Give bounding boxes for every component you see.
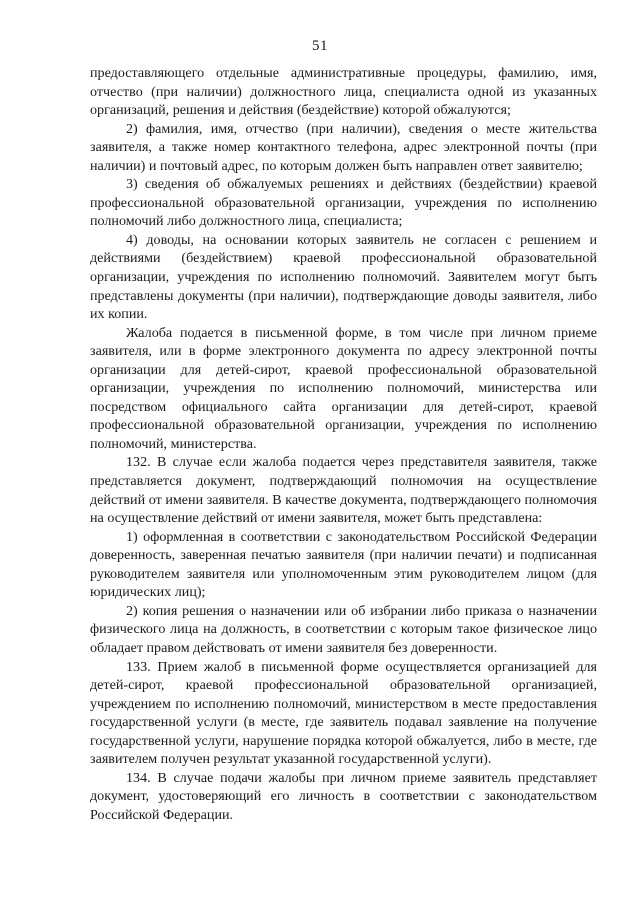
paragraph-item-4: 4) доводы, на основании которых заявитель не согласен с решением и действиями (бездействием) краевой профессиональной образовательной организации, учреждения по исполнению полномочий. Заявителем могут быть представлены документы (при наличии), подтверждающие доводы заявителя, либо их копии. xyxy=(90,231,597,323)
paragraph-132-item-2: 2) копия решения о назначении или об избрании либо приказа о назначении физического лица на должность, в соответствии с которым такое физическое лицо обладает правом действовать от имени заявителя без доверенности. xyxy=(90,602,597,656)
paragraph-complaint-form: Жалоба подается в письменной форме, в том числе при личном приеме заявителя, или в форме электронного документа по адресу электронной почты организации для детей-сирот, краевой профессиональной образовательной организации, учреждения по исполнению полномочий, министерства или посредством официального сайта организации для детей-сирот, краевой профессиональной образовательной организации, учреждения по исполнению полномочий, министерства. xyxy=(90,324,597,452)
paragraph-continuation: предоставляющего отдельные административные процедуры, фамилию, имя, отчество (при наличии) должностного лица, специалиста одной из указанных организаций, решения и действия (бездействие) которой обжалуются; xyxy=(90,65,597,119)
paragraph-132: 132. В случае если жалоба подается через представителя заявителя, также представляется документ, подтверждающий полномочия на осуществление действий от имени заявителя. В качестве документа, подтверждающего полномочия на осуществление действий от имени заявителя, может быть представлена: xyxy=(90,454,597,527)
paragraph-133: 133. Прием жалоб в письменной форме осуществляется организацией для детей-сирот, краевой профессиональной образовательной организацией, учреждением по исполнению полномочий, министерством в месте предоставления государственной услуги (в месте, где заявитель подавал заявление на получение государственной услуги, нарушение порядка которой обжалуется, либо в месте, где заявителем получен результат указанной государственной услуги). xyxy=(90,658,597,768)
page-number: 51 xyxy=(312,38,328,54)
paragraph-132-item-1: 1) оформленная в соответствии с законодательством Российской Федерации доверенность, заверенная печатью заявителя (при наличии печати) и подписанная руководителем заявителя или уполномоченным этим руководителем лицом (для юридических лиц); xyxy=(90,528,597,601)
paragraph-item-2: 2) фамилия, имя, отчество (при наличии), сведения о месте жительства заявителя, а также номер контактного телефона, адрес электронной почты (при наличии) и почтовый адрес, по которым должен быть направлен ответ заявителю; xyxy=(90,120,597,174)
document-body xyxy=(90,64,597,824)
paragraph-item-3: 3) сведения об обжалуемых решениях и действиях (бездействии) краевой профессиональной образовательной организации, учреждения по исполнению полномочий либо должностного лица, специалиста; xyxy=(90,176,597,230)
paragraph-134: 134. В случае подачи жалобы при личном приеме заявитель представляет документ, удостоверяющий его личность в соответствии с законодательством Российской Федерации. xyxy=(90,769,597,823)
